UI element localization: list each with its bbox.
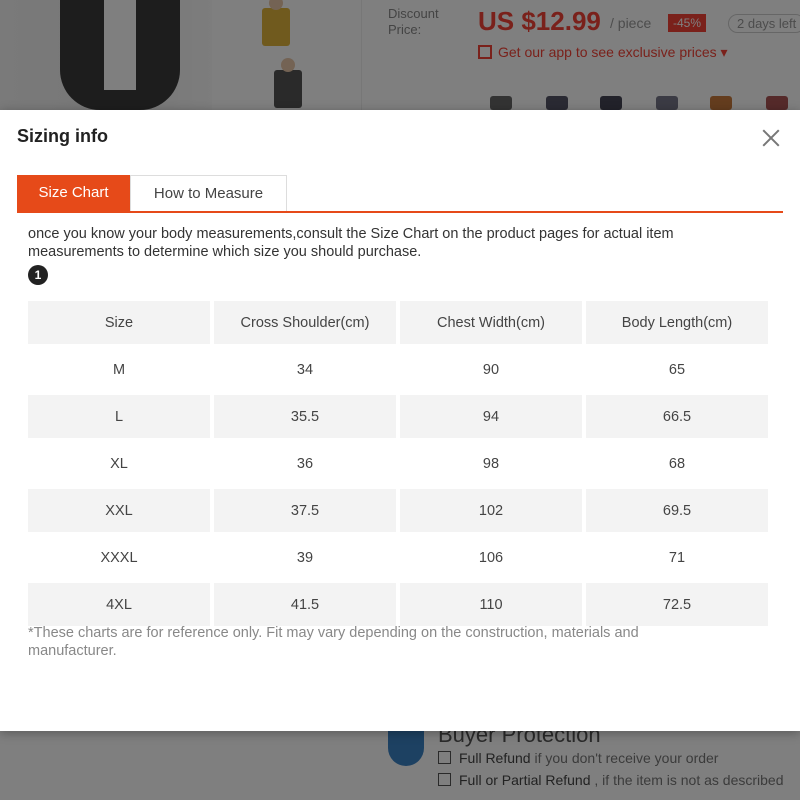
table-cell: 94 [400, 395, 582, 438]
table-cell: 98 [400, 442, 582, 485]
table-row [28, 348, 768, 391]
table-header: Cross Shoulder(cm) [214, 301, 396, 344]
table-cell: 68 [586, 442, 768, 485]
table-row [28, 489, 768, 532]
table-cell: 72.5 [586, 583, 768, 626]
table-cell: XL [28, 442, 210, 485]
reference-footnote: *These charts are for reference only. Fit may vary depending on the construction, materials and manufacturer. [28, 625, 639, 659]
tab-size-chart[interactable]: Size Chart [17, 175, 130, 211]
table-header: Body Length(cm) [586, 301, 768, 344]
intro-text: once you know your body measurements,consult the Size Chart on the product pages for actual item measurements to determine which size you should purchase. [28, 226, 674, 260]
table-row [28, 536, 768, 579]
table-cell: 35.5 [214, 395, 396, 438]
tab-how-to-measure[interactable]: How to Measure [130, 175, 287, 211]
table-cell: 4XL [28, 583, 210, 626]
table-header: Size [28, 301, 210, 344]
table-cell: M [28, 348, 210, 391]
table-cell: 66.5 [586, 395, 768, 438]
table-cell: 69.5 [586, 489, 768, 532]
table-row [28, 442, 768, 485]
table-cell: 37.5 [214, 489, 396, 532]
modal-title: Sizing info [17, 126, 108, 146]
table-cell: L [28, 395, 210, 438]
table-header-row [28, 301, 768, 344]
size-chart-table [24, 297, 772, 630]
table-cell: 36 [214, 442, 396, 485]
table-cell: 34 [214, 348, 396, 391]
close-icon[interactable] [760, 127, 782, 149]
table-cell: 102 [400, 489, 582, 532]
table-cell: XXL [28, 489, 210, 532]
table-cell: 90 [400, 348, 582, 391]
table-cell: 71 [586, 536, 768, 579]
table-cell: 106 [400, 536, 582, 579]
table-header: Chest Width(cm) [400, 301, 582, 344]
table-cell: 65 [586, 348, 768, 391]
table-cell: XXXL [28, 536, 210, 579]
table-cell: 41.5 [214, 583, 396, 626]
modal-tabs [17, 175, 783, 213]
table-row [28, 583, 768, 626]
table-cell: 110 [400, 583, 582, 626]
step-number-badge: 1 [28, 265, 48, 285]
table-row [28, 395, 768, 438]
table-cell: 39 [214, 536, 396, 579]
sizing-info-modal [0, 110, 800, 731]
